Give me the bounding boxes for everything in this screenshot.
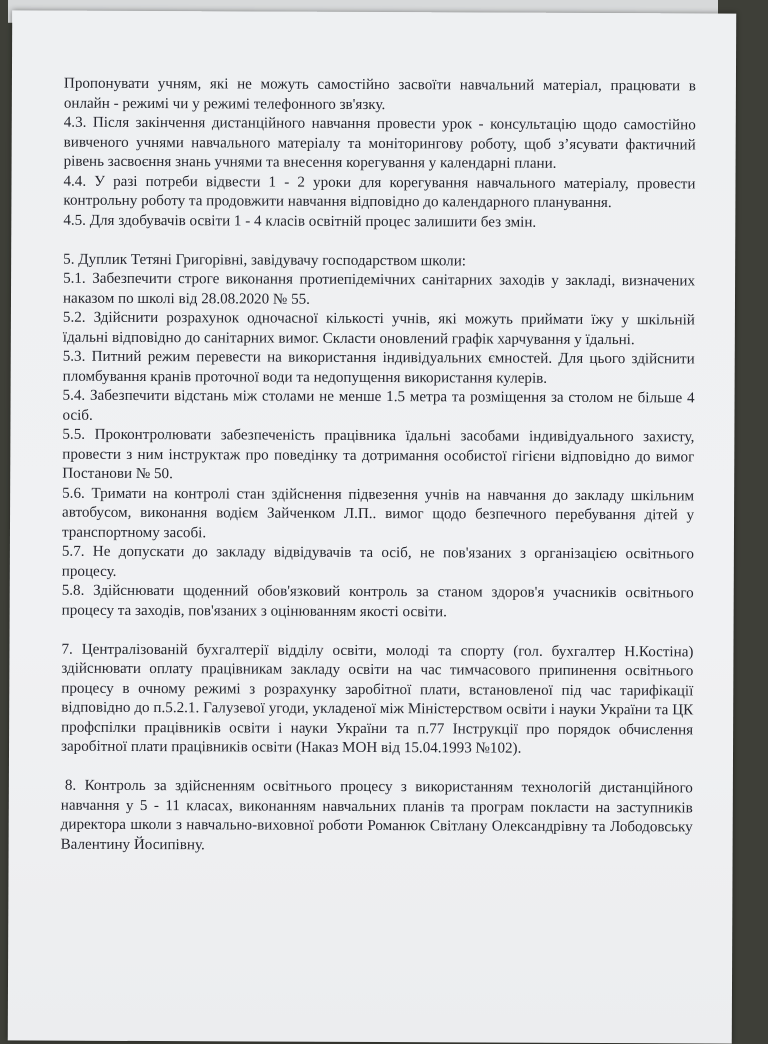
paragraph-5-1: 5.1. Забезпечити строге виконання протиепідемічних санітарних заходів у закладі, визначених наказом по школі від 28.08.2020 № 55. — [62, 270, 696, 308]
document-page — [8, 10, 736, 1043]
paragraph-5-6: 5.6. Тримати на контролі стан здійснення підвезення учнів на навчання до закладу шкільним автобусом, виконання водієм Зайченком Л.П.. вимог щодо безпечного перебування дітей у транспортному засобі. — [61, 485, 695, 541]
section-8-paragraph: 8. Контроль за здійсненням освітнього процесу з використанням технологій дистанційного навчання у 5 - 11 класах, виконанням навчальних планів та програм покласти на заступників директора школи з навчально-виховної роботи Романюк Світлану Олександрівну та Лободовську Валентину Йосипівну. — [60, 777, 693, 853]
paragraph-5-4: 5.4. Забезпечити відстань між столами не менше 1.5 метра та розміщення за столом не більше 4 осіб. — [62, 387, 695, 424]
paragraph-5-7: 5.7. Не допускати до закладу відвідувачів та осіб, не пов'язаних з організацією освітнього процесу. — [61, 543, 694, 580]
section-5-heading: 5. Дуплик Тетяні Григорівні, завідувачу господарством школи: — [63, 251, 467, 269]
paragraph-4-3: 4.3. Після закінчення дистанційного навчання провести урок - консультацію щодо самостійно вивченого учнями навчального матеріалу та моніторингову роботу, щоб з’ясувати фактичний рівень засвоєння знань учнями та внесення корегування у календарні плани. — [63, 114, 696, 172]
paragraph-online-mode: Пропонувати учням, які не можуть самостійно засвоїти навчальний матеріал, працювати в онлайн - режимі чи у режимі телефонного зв'язку. — [63, 75, 696, 113]
paragraph-5-3: 5.3. Питний режим перевести на використання індивідуальних ємностей. Для цього здійснити пломбування кранів проточної води та недопущення використання кулерів. — [62, 348, 695, 387]
paragraph-5-2: 5.2. Здійснити розрахунок одночасної кількості учнів, які можуть приймати їжу у шкільній їдальні відповідно до санітарних вимог. Скласти оновлений графік харчування у їдальні. — [62, 309, 695, 348]
section-gap — [63, 231, 695, 253]
paragraph-5-5: 5.5. Проконтролювати забезпеченість працівника їдальні засобами індивідуального захисту, провести з ним інструктаж про поведінку та дотримання особистої гігієни відповідно до вимог Постанови № 50. — [62, 426, 695, 483]
paragraph-4-4: 4.4. У разі потреби відвести 1 - 2 уроки для корегування навчального матеріалу, провести контрольну роботу та продовжити навчання відповідно до календарного планування. — [63, 173, 696, 212]
paragraph-5-8: 5.8. Здійснювати щоденний обов'язковий контроль за станом здоров'я учасників освітнього процесу та заходів, пов'язаних з оцінюванням якості освіти. — [61, 582, 694, 620]
document-body — [61, 75, 696, 858]
section-7-paragraph: 7. Централізованій бухгалтерії відділу освіти, молоді та спорту (гол. бухгалтер Н.Костіна) здійснювати оплату працівникам закладу освіти на час тимчасового припинення освітнього процесу в очному режимі з розрахунку заробітної плати, встановленої під час тарифікації відповідно до п.5.2.1. Галузевої угоди, укладеної між Міністерством освіти і науки України та ЦК профспілки працівників освіти і науки України та п.77 Інструкції про порядок обчислення заробітної плати працівників освіти (Наказ МОН від 15.04.1993 №102). — [61, 641, 694, 757]
paragraph-4-5: 4.5. Для здобувачів освіти 1 - 4 класів освітній процес залишити без змін. — [63, 212, 537, 231]
